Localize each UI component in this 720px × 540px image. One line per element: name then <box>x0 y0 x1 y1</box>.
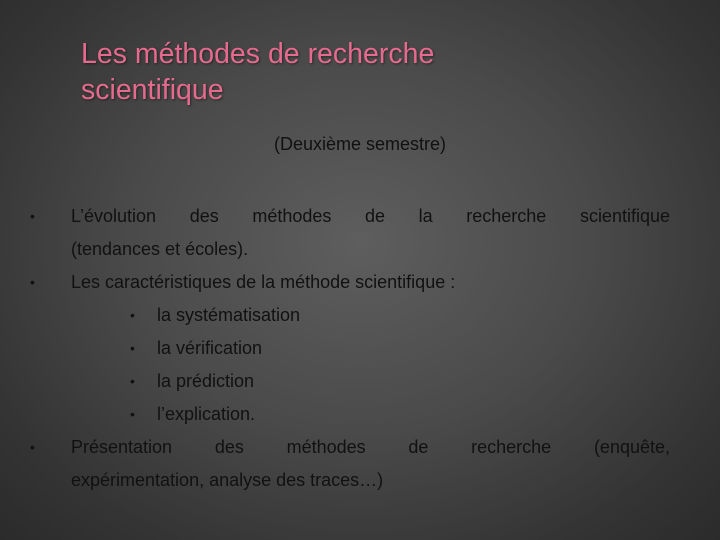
slide-title-line-2: scientifique <box>81 74 224 106</box>
slide-subtitle: (Deuxième semestre) <box>273 134 447 154</box>
slide-title-line-1: Les méthodes de recherche <box>81 38 435 70</box>
bullet-item-text <box>71 200 670 266</box>
bullet-item-text <box>71 431 670 497</box>
sub-bullet-item-text: la prédiction <box>157 371 255 391</box>
bullet-item-line: Les caractéristiques de la méthode scientifique : <box>71 272 456 292</box>
sub-bullet-item-text: la vérification <box>157 338 263 358</box>
bullet-item-line: (tendances et écoles). <box>71 239 249 259</box>
bullet-icon: • <box>130 373 135 389</box>
slide-title <box>81 36 641 108</box>
bullet-icon: • <box>30 208 35 224</box>
bullet-item-line: Présentation des méthodes de recherche (enquête, <box>71 437 670 457</box>
bullet-icon: • <box>130 307 135 323</box>
bullet-item-text <box>71 266 670 299</box>
sub-bullet-item-text: la systématisation <box>157 305 301 325</box>
bullet-icon: • <box>130 340 135 356</box>
bullet-item-line: expérimentation, analyse des traces…) <box>71 470 384 490</box>
sub-bullet-item-text: l’explication. <box>157 404 256 424</box>
bullet-icon: • <box>30 439 35 455</box>
bullet-icon: • <box>130 406 135 422</box>
bullet-icon: • <box>30 274 35 290</box>
bullet-item-line: L’évolution des méthodes de la recherche scientifique <box>71 206 670 226</box>
